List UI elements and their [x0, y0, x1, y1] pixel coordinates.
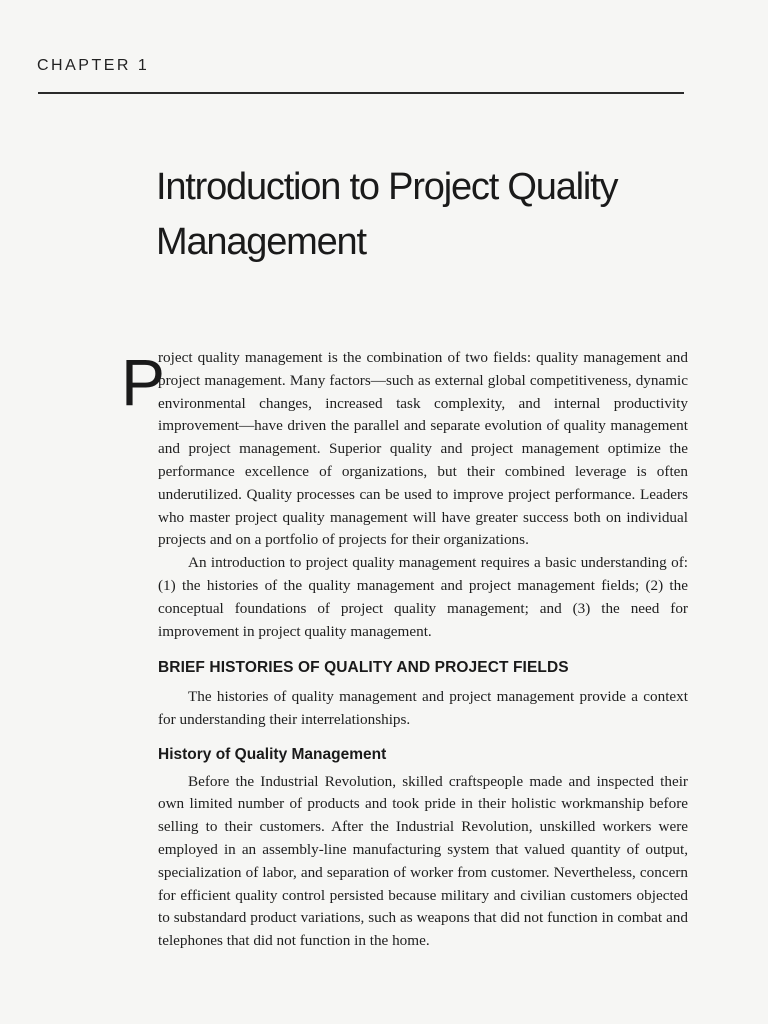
chapter-title — [156, 160, 716, 270]
paragraph-quality-history: Before the Industrial Revolution, skilled craftspeople made and inspected their own limited number of products and took pride in their holistic workmanship before selling to their customers. After the Industrial Revolution, unskilled workers were employed in an assembly-line manufacturing system that valued quantity of output, specialization of labor, and separation of worker from customer. Nevertheless, concern for efficient quality control persisted because military and civilian customers objected to substandard product variations, such as weapons that did not function in combat and telephones that did not function in the home. — [158, 772, 688, 950]
intro-paragraph-text: roject quality management is the combination of two fields: quality management and project management. Many factors—such as external global competitiveness, dynamic environmental changes, increased task complexity, and internal productivity improvement—have driven the parallel and separate evolution of quality management and project management. Superior quality and project management optimize the performance excellence of organizations, but their combined leverage is often underutilized. Quality processes can be used to improve project performance. Leaders who master project quality management will have greater success both on individual projects and on a portfolio of projects for their organizations. — [158, 349, 688, 549]
paragraph-histories: The histories of quality management and project management provide a context for understanding their interrelationships. — [158, 688, 688, 728]
chapter-title-line-2: Management — [156, 221, 366, 263]
chapter-title-line-1: Introduction to Project Quality — [156, 166, 618, 208]
header-rule — [38, 92, 684, 94]
section-heading: BRIEF HISTORIES OF QUALITY AND PROJECT FIELDS — [158, 659, 569, 677]
paragraph-overview: An introduction to project quality management requires a basic understanding of: (1) the histories of the quality management and project management fields; (2) the conceptual foundations of project quality management; and (3) the need for improvement in project quality management. — [158, 554, 688, 640]
body-text — [121, 345, 688, 953]
drop-cap: P — [121, 345, 166, 419]
chapter-label: CHAPTER 1 — [37, 57, 150, 74]
subsection-heading: History of Quality Management — [158, 745, 387, 763]
intro-paragraph — [121, 345, 688, 552]
